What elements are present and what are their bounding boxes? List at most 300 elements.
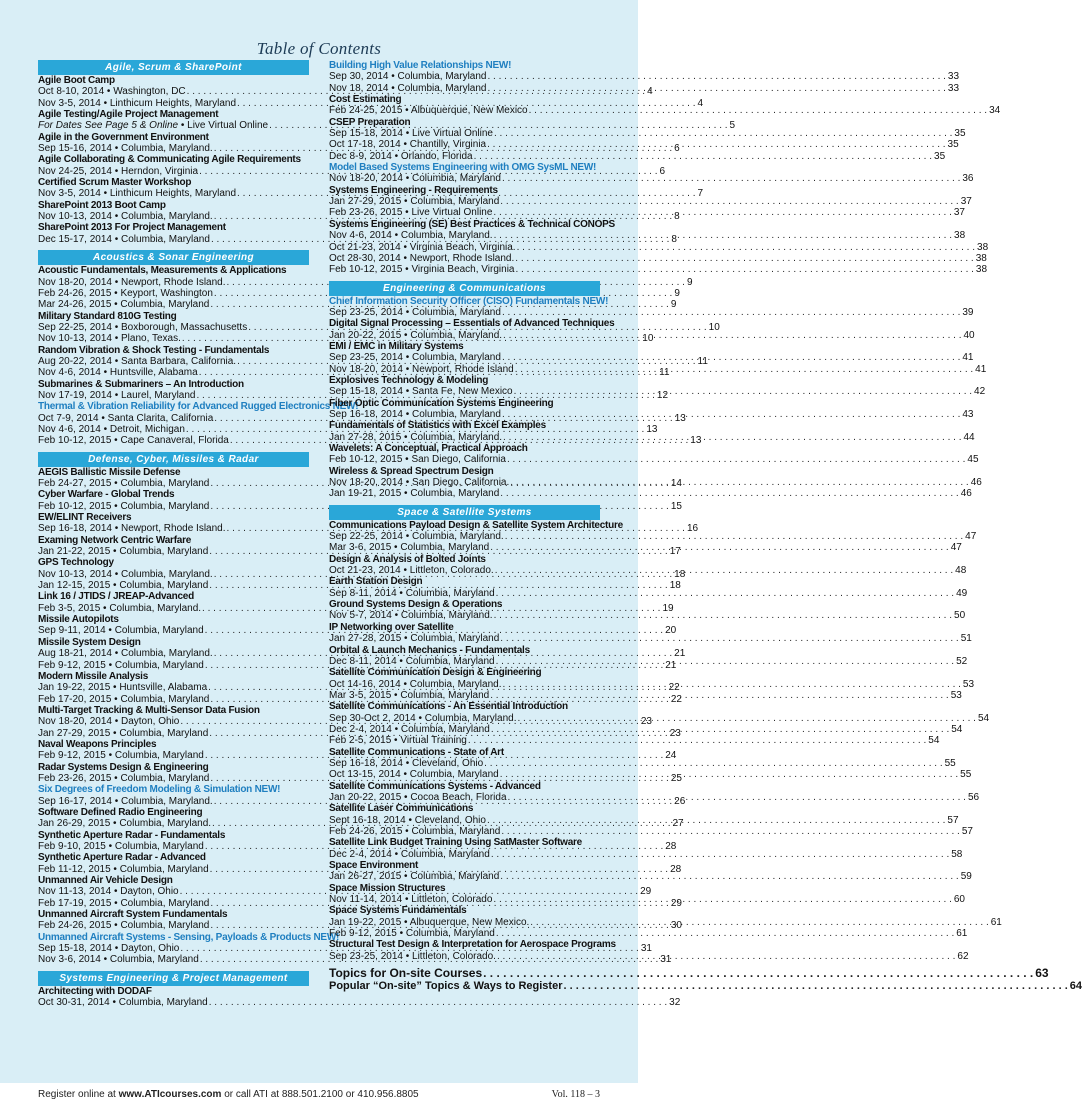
page-number: 35 bbox=[947, 139, 959, 151]
page-number: 9 bbox=[686, 276, 693, 288]
course-date-location: Nov 10-13, 2014 • Plano, Texas. bbox=[38, 333, 181, 345]
page-number: 13 bbox=[646, 423, 658, 435]
dot-leader bbox=[473, 151, 933, 162]
course-date-entry[interactable] bbox=[329, 252, 987, 264]
course-title[interactable]: Radar Systems Design & Engineering bbox=[38, 761, 209, 773]
course-date-location: Feb 9-12, 2015 • Columbia, Maryland bbox=[38, 659, 204, 671]
course-date-entry[interactable] bbox=[329, 531, 977, 543]
course-date-location: Nov 10-13, 2014 • Columbia, Maryland. bbox=[38, 568, 213, 580]
course-title[interactable]: Unmanned Air Vehicle Design bbox=[38, 875, 173, 887]
course-date-entry[interactable] bbox=[329, 105, 1001, 117]
course-date-location: Sep 23-25, 2014 • Littleton, Colorado. bbox=[329, 950, 496, 962]
page-number: 11 bbox=[697, 355, 708, 367]
page-number: 18 bbox=[669, 580, 681, 592]
course-date-entry[interactable] bbox=[329, 848, 963, 860]
course-date-entry[interactable] bbox=[329, 633, 972, 645]
course-date-location: Nov 3-5, 2014 • Linthicum Heights, Maryland bbox=[38, 97, 237, 109]
course-title[interactable]: EMI / EMC in Military Systems bbox=[329, 340, 464, 352]
course-date-entry[interactable] bbox=[329, 735, 940, 747]
course-date-location: Feb 24-27, 2015 • Columbia, Maryland bbox=[38, 478, 210, 489]
course-date-location: Nov 4-6, 2014 • Detroit, Michigan bbox=[38, 423, 185, 435]
page-number: 13 bbox=[674, 412, 686, 424]
new-course-title[interactable]: Model Based Systems Engineering with OMG SysML NEW! bbox=[329, 162, 597, 174]
course-date-entry[interactable] bbox=[329, 207, 965, 219]
course-title[interactable]: Naval Weapons Principles bbox=[38, 738, 157, 750]
page-number: 49 bbox=[956, 587, 968, 599]
course-title[interactable]: Agile in the Government Environment bbox=[38, 131, 209, 143]
course-date-location: Nov 4-6, 2014 • Huntsville, Alabama bbox=[38, 367, 198, 379]
page-number: 58 bbox=[951, 848, 963, 860]
page-number: 46 bbox=[970, 477, 982, 489]
page-number: 41 bbox=[962, 352, 974, 364]
page-number: 57 bbox=[947, 814, 959, 826]
course-title[interactable]: Link 16 / JTIDS / JREAP-Advanced bbox=[38, 591, 194, 603]
course-date-location: Feb 24-26, 2015 • Keyport, Washington bbox=[38, 287, 213, 299]
course-title[interactable]: Synthetic Aperture Radar - Advanced bbox=[38, 852, 206, 864]
dot-leader bbox=[509, 477, 969, 488]
course-date-location: Oct 17-18, 2014 • Chantilly, Virginia bbox=[329, 139, 487, 151]
course-date-location: Dec 8-9, 2014 • Orlando, Florida bbox=[329, 150, 473, 162]
section-header: Agile, Scrum & SharePoint bbox=[38, 60, 309, 75]
course-date-location: Nov 5-7, 2014 • Columbia, Maryland. bbox=[329, 610, 493, 622]
course-title[interactable]: IP Networking over Satellite bbox=[329, 621, 454, 633]
register-prefix: Register online at bbox=[38, 1089, 119, 1100]
course-title[interactable]: Satellite Communication Design & Engineering bbox=[329, 667, 542, 679]
course-date-location: Aug 20-22, 2014 • Santa Barbara, California. bbox=[38, 355, 237, 367]
course-title[interactable]: Satellite Communications Systems - Advanced bbox=[329, 780, 541, 792]
page-number: 16 bbox=[686, 523, 699, 535]
page-number: 27 bbox=[672, 818, 684, 830]
dot-leader bbox=[492, 894, 952, 905]
register-text bbox=[38, 1089, 419, 1100]
course-title[interactable]: Structural Test Design & Interpretation for Aerospace Programs bbox=[329, 939, 616, 951]
course-title[interactable]: Agile Testing/Agile Project Management bbox=[38, 109, 219, 121]
page-number: 53 bbox=[962, 678, 975, 690]
section-header: Systems Engineering & Project Management bbox=[38, 971, 309, 986]
dot-leader bbox=[486, 71, 946, 82]
page-number: 30 bbox=[670, 920, 682, 932]
section-header: Defense, Cyber, Missiles & Radar bbox=[38, 452, 309, 467]
dot-leader bbox=[514, 253, 974, 264]
course-date-entry[interactable] bbox=[329, 82, 960, 94]
onsite-title: Topics for On-site Courses bbox=[329, 966, 483, 981]
course-date-location: Aug 18-21, 2014 • Columbia, Maryland. bbox=[38, 648, 213, 660]
course-title[interactable]: Architecting with DODAF bbox=[38, 985, 152, 997]
page-number: 55 bbox=[960, 769, 972, 781]
course-date-entry[interactable] bbox=[329, 826, 973, 837]
course-date-location: Jan 26-29, 2015 • Columbia, Maryland. bbox=[38, 818, 212, 830]
course-date-location: Nov 3-6, 2014 • Columbia, Maryland bbox=[38, 954, 199, 966]
dot-leader bbox=[517, 713, 977, 724]
course-date-location: Oct 28-30, 2014 • Newport, Rhode Island. bbox=[329, 252, 515, 264]
page-number: 32 bbox=[669, 997, 681, 1009]
course-date-location: Feb 9-12, 2015 • Columbia, Maryland bbox=[38, 750, 204, 762]
course-date-entry[interactable] bbox=[329, 128, 966, 140]
page-number: 38 bbox=[975, 252, 987, 264]
dot-leader bbox=[516, 242, 976, 253]
page-number: 64 bbox=[1069, 980, 1082, 993]
course-date-location: Jan 26-27, 2015 • Columbia, Maryland bbox=[329, 871, 500, 883]
section-header: Acoustics & Sonar Engineering bbox=[38, 250, 309, 265]
course-date-location: Feb 24-26, 2015 • Columbia, Maryland bbox=[38, 920, 210, 932]
course-date-location: Dec 2-4, 2014 • Columbia, Maryland bbox=[329, 848, 490, 860]
dot-leader bbox=[504, 531, 964, 542]
dot-leader bbox=[489, 542, 949, 553]
page-number: 39 bbox=[962, 306, 974, 318]
dot-leader bbox=[486, 139, 946, 150]
course-date-location: For Dates See Page 5 & Online • Live Virtual Online bbox=[38, 120, 269, 132]
new-course-title[interactable]: Thermal & Vibration Reliability for Advanced Rugged Electronics NEW! bbox=[38, 401, 359, 413]
course-title[interactable]: Missile Autopilots bbox=[38, 614, 119, 626]
course-date-location: Sep 23-25, 2014 • Columbia, Maryland bbox=[329, 352, 501, 364]
page-number: 35 bbox=[934, 150, 946, 162]
course-title[interactable]: Agile Collaborating & Communicating Agile Requirements bbox=[38, 154, 301, 166]
course-title[interactable]: Explosives Technology & Modeling bbox=[329, 374, 489, 386]
course-title[interactable]: Cyber Warfare - Global Trends bbox=[38, 489, 175, 501]
page-number: 6 bbox=[674, 143, 680, 155]
course-date-location: Oct 8-10, 2014 • Washington, DC bbox=[38, 86, 186, 98]
course-date-location: Jan 20-22, 2015 • Columbia, Maryland. bbox=[329, 329, 503, 341]
course-title[interactable]: CSEP Preparation bbox=[329, 116, 411, 128]
page-number: 10 bbox=[708, 321, 720, 333]
course-title[interactable]: Fiber Optic Communication Systems Engineering bbox=[329, 397, 554, 409]
dot-leader bbox=[501, 409, 961, 420]
course-title[interactable]: GPS Technology bbox=[38, 557, 114, 569]
dot-leader bbox=[528, 105, 988, 116]
course-date-location: Sep 8-11, 2014 • Columbia, Maryland bbox=[329, 587, 495, 599]
new-course-title[interactable]: Chief Information Security Officer (CISO) Fundamentals NEW! bbox=[329, 295, 609, 307]
course-date-location: Feb 3-5, 2015 • Columbia, Maryland. bbox=[38, 602, 202, 614]
course-date-location: Jan 19-22, 2015 • Albuquerque, New Mexico. bbox=[329, 916, 530, 928]
onsite-entry[interactable] bbox=[329, 980, 1082, 993]
course-date-location: Dec 15-17, 2014 • Columbia, Maryland bbox=[38, 233, 210, 245]
course-date-location: Feb 10-12, 2015 • San Diego, California bbox=[329, 454, 506, 466]
page-number: 54 bbox=[928, 735, 940, 747]
dot-leader bbox=[208, 997, 668, 1008]
course-date-entry[interactable] bbox=[329, 139, 959, 151]
page-number: 47 bbox=[965, 531, 977, 543]
course-date-location: Sept 16-18, 2014 • Cleveland, Ohio bbox=[329, 814, 486, 826]
course-date-location: Oct 21-23, 2014 • Virginia Beach, Virginia. bbox=[329, 241, 516, 253]
course-date-location: Feb 17-20, 2015 • Columbia, Maryland bbox=[38, 693, 210, 705]
dot-leader bbox=[495, 928, 955, 939]
course-date-location: Feb 10-12, 2015 • Columbia, Maryland bbox=[38, 500, 210, 512]
dot-leader bbox=[490, 724, 950, 735]
dot-leader bbox=[486, 815, 946, 826]
page-number: 48 bbox=[955, 565, 967, 577]
course-title[interactable]: Systems Engineering - Requirements bbox=[329, 184, 498, 196]
dot-leader bbox=[514, 264, 974, 275]
course-date-location: Oct 30-31, 2014 • Columbia, Maryland bbox=[38, 997, 208, 1009]
course-date-location: Nov 11-14, 2014 • Littleton, Colorado bbox=[329, 894, 493, 906]
dot-leader bbox=[499, 871, 959, 882]
course-date-entry[interactable] bbox=[329, 757, 956, 769]
course-date-entry[interactable] bbox=[329, 241, 989, 253]
course-date-entry[interactable] bbox=[329, 454, 979, 466]
dot-leader bbox=[500, 826, 960, 837]
page-number: 17 bbox=[669, 546, 681, 558]
register-suffix: or call ATI at 888.501.2100 or 410.956.8805 bbox=[221, 1089, 419, 1100]
course-date-location: Feb 23-26, 2015 • Live Virtual Online bbox=[329, 207, 493, 219]
page-number: 59 bbox=[960, 871, 972, 883]
course-title[interactable]: Acoustic Fundamentals, Measurements & Applications bbox=[38, 265, 287, 277]
page-number: 38 bbox=[975, 264, 988, 276]
page-number: 8 bbox=[671, 233, 677, 245]
dot-leader bbox=[501, 352, 961, 363]
page-number: 19 bbox=[662, 602, 674, 614]
dot-leader bbox=[495, 588, 955, 599]
course-date-location: Sep 15-18, 2014 • Santa Fe, New Mexico bbox=[329, 386, 513, 398]
page-number: 37 bbox=[953, 207, 965, 219]
course-date-entry[interactable] bbox=[329, 871, 972, 883]
course-title[interactable]: Design & Analysis of Bolted Joints bbox=[329, 553, 486, 565]
course-title[interactable]: Military Standard 810G Testing bbox=[38, 310, 177, 322]
page-number: 61 bbox=[956, 928, 968, 940]
dot-leader bbox=[499, 633, 959, 644]
page-number: 45 bbox=[967, 454, 979, 466]
course-title[interactable]: Certified Scrum Master Workshop bbox=[38, 177, 192, 189]
dot-leader bbox=[513, 386, 973, 397]
course-date-location: Feb 17-19, 2015 • Columbia, Maryland bbox=[38, 897, 210, 909]
page-number: 11 bbox=[659, 367, 670, 379]
course-date-location: Nov 18, 2014 • Columbia, Maryland bbox=[329, 82, 487, 94]
course-title[interactable]: SharePoint 2013 Boot Camp bbox=[38, 199, 166, 211]
course-date-location: Feb 24-26, 2015 • Columbia, Maryland bbox=[329, 826, 501, 837]
page-number: 13 bbox=[690, 435, 702, 447]
course-title[interactable]: Unmanned Aircraft System Fundamentals bbox=[38, 909, 228, 921]
course-date-entry[interactable] bbox=[38, 997, 681, 1009]
page-number: 33 bbox=[947, 82, 960, 94]
dot-leader bbox=[486, 83, 946, 94]
dot-leader bbox=[502, 330, 962, 341]
right-column-list bbox=[329, 60, 1002, 962]
page-number: 57 bbox=[961, 826, 973, 837]
course-title[interactable]: Examing Network Centric Warfare bbox=[38, 534, 192, 546]
onsite-title: Popular “On-site” Topics & Ways to Register bbox=[329, 980, 563, 993]
course-date-location: Jan 19-22, 2015 • Huntsville, Alabama bbox=[38, 682, 208, 694]
course-title[interactable]: Agile Boot Camp bbox=[38, 75, 115, 86]
dot-leader bbox=[501, 679, 961, 690]
page-number: 52 bbox=[956, 655, 968, 667]
course-title[interactable]: SharePoint 2013 For Project Management bbox=[38, 222, 226, 234]
course-date-entry[interactable] bbox=[329, 264, 988, 276]
page-title: Table of Contents bbox=[256, 39, 382, 58]
dot-leader bbox=[499, 196, 959, 207]
course-title[interactable]: Submarines & Submariners – An Introduction bbox=[38, 378, 244, 390]
course-date-entry[interactable] bbox=[329, 306, 974, 318]
page-number: 47 bbox=[950, 542, 962, 554]
page-number: 22 bbox=[670, 693, 682, 705]
course-date-location: Nov 18-20, 2014 • Dayton, Ohio bbox=[38, 716, 180, 728]
course-title[interactable]: Space Environment bbox=[329, 860, 419, 872]
course-date-location: Feb 11-12, 2015 • Columbia, Maryland bbox=[38, 863, 209, 875]
course-date-location: Mar 24-26, 2015 • Columbia, Maryland bbox=[38, 299, 210, 311]
course-title[interactable]: Modern Missile Analysis bbox=[38, 670, 149, 682]
website-link[interactable]: www.ATIcourses.com bbox=[118, 1089, 222, 1100]
dot-leader bbox=[490, 849, 950, 860]
page-number: 53 bbox=[950, 689, 962, 701]
course-date-location: Feb 2-5, 2015 • Virtual Training bbox=[329, 735, 467, 747]
course-date-entry[interactable] bbox=[329, 610, 966, 622]
course-date-location: Jan 19-21, 2015 • Columbia, Maryland bbox=[329, 488, 500, 500]
course-date-entry[interactable] bbox=[329, 196, 972, 208]
page-number: 10 bbox=[642, 333, 654, 345]
page-number: 43 bbox=[962, 408, 974, 420]
page-number: 60 bbox=[953, 894, 965, 906]
dot-leader bbox=[562, 980, 1068, 993]
course-date-location: Sep 30, 2014 • Columbia, Maryland bbox=[329, 71, 487, 83]
course-date-location: Sep 16-18, 2014 • Newport, Rhode Island. bbox=[38, 523, 226, 535]
course-title[interactable]: Missile System Design bbox=[38, 636, 141, 648]
course-date-location: Sep 15-18, 2014 • Live Virtual Online bbox=[329, 128, 493, 140]
course-date-location: Sep 30-Oct 2, 2014 • Columbia, Maryland. bbox=[329, 712, 517, 724]
course-title[interactable]: Earth Station Design bbox=[329, 576, 423, 588]
course-title[interactable]: Fundamentals of Statistics with Excel Examples bbox=[329, 420, 546, 432]
page-number: 51 bbox=[960, 633, 972, 645]
section-header: Space & Satellite Systems bbox=[329, 505, 600, 520]
course-date-location: Sep 16-18, 2014 • Columbia, Maryland bbox=[329, 408, 501, 420]
new-course-title[interactable]: Building High Value Relationships NEW! bbox=[329, 60, 512, 71]
course-date-location: Jan 12-15, 2015 • Columbia, Maryland bbox=[38, 580, 209, 592]
page-number: 38 bbox=[954, 230, 966, 242]
page-number: 22 bbox=[668, 682, 680, 694]
page-number: 41 bbox=[975, 363, 987, 375]
page-number: 20 bbox=[665, 625, 677, 637]
dot-leader bbox=[489, 690, 949, 701]
page-number: 61 bbox=[990, 916, 1002, 928]
course-title[interactable]: Space Systems Fundamentals bbox=[329, 905, 467, 917]
page-number: 28 bbox=[665, 841, 677, 852]
course-date-location: Nov 17-19, 2014 • Laurel, Maryland bbox=[38, 389, 196, 401]
dot-leader bbox=[493, 610, 953, 621]
course-title[interactable]: EW/ELINT Receivers bbox=[38, 512, 132, 524]
page-number: 50 bbox=[954, 610, 966, 622]
right-column bbox=[329, 60, 1082, 993]
course-date-location: Nov 24-25, 2014 • Herndon, Virginia bbox=[38, 165, 199, 177]
page-number: 31 bbox=[640, 943, 652, 955]
dot-leader bbox=[493, 128, 953, 139]
course-date-entry[interactable] bbox=[329, 488, 972, 500]
course-title[interactable]: Satellite Link Budget Training Using SatMaster Software bbox=[329, 837, 582, 849]
course-date-location: Sep 16-17, 2014 • Columbia, Maryland. bbox=[38, 795, 213, 807]
course-date-entry[interactable] bbox=[329, 71, 960, 83]
course-date-location: Jan 27-28, 2015 • Columbia, Maryland. bbox=[329, 431, 503, 443]
course-date-location: Feb 9-10, 2015 • Columbia, Maryland bbox=[38, 841, 204, 852]
course-date-entry[interactable] bbox=[329, 477, 982, 489]
course-date-location: Jan 27-28, 2015 • Columbia, Maryland bbox=[329, 633, 500, 645]
course-title[interactable]: Software Defined Radio Engineering bbox=[38, 806, 203, 818]
course-date-location: Feb 10-12, 2015 • Virginia Beach, Virginia bbox=[329, 264, 515, 276]
course-date-location: Oct 21-23, 2014 • Littleton, Colorado. bbox=[329, 565, 494, 577]
course-date-entry[interactable] bbox=[329, 230, 966, 242]
course-date-location: Nov 18-20, 2014 • Newport, Rhode Island. bbox=[38, 276, 226, 288]
course-title[interactable]: Multi-Target Tracking & Multi-Sensor Data Fusion bbox=[38, 704, 260, 716]
course-title[interactable]: AEGIS Ballistic Missile Defense bbox=[38, 466, 181, 478]
course-title[interactable]: Wavelets: A Conceptual, Practical Approach bbox=[329, 443, 528, 454]
new-course-title[interactable]: Unmanned Aircraft Systems - Sensing, Payloads & Products NEW! bbox=[38, 931, 340, 943]
page-number: 54 bbox=[977, 712, 990, 724]
page-number: 26 bbox=[674, 795, 686, 807]
page-number: 63 bbox=[1035, 966, 1049, 981]
dot-leader bbox=[499, 769, 959, 780]
course-date-location: Sep 22-25, 2014 • Columbia, Maryland. bbox=[329, 531, 504, 543]
onsite-entry[interactable] bbox=[329, 966, 1049, 981]
page-number: 29 bbox=[670, 897, 682, 909]
course-date-location: Jan 20-22, 2015 • Cocoa Beach, Florida bbox=[329, 791, 507, 803]
dot-leader bbox=[495, 656, 955, 667]
course-title[interactable]: Wireless & Spread Spectrum Design bbox=[329, 465, 494, 477]
course-title[interactable]: Communications Payload Design & Satellite System Architecture bbox=[329, 519, 623, 531]
course-date-location: Sep 23-25, 2014 • Columbia, Maryland bbox=[329, 306, 501, 318]
onsite-section bbox=[329, 966, 1082, 993]
course-date-location: Sep 15-16, 2014 • Columbia, Maryland. bbox=[38, 143, 213, 155]
course-title[interactable]: Ground Systems Design & Operations bbox=[329, 599, 503, 611]
dot-leader bbox=[496, 951, 956, 962]
course-date-location: Sep 9-11, 2014 • Columbia, Maryland bbox=[38, 625, 204, 637]
course-title[interactable]: Systems Engineering (SE) Best Practices & Technical CONOPS bbox=[329, 218, 615, 230]
course-title[interactable]: Random Vibration & Shock Testing - Fundamentals bbox=[38, 344, 270, 356]
course-title[interactable]: Orbital & Launch Mechanics - Fundamentals bbox=[329, 644, 530, 656]
course-date-location: Sep 15-18, 2014 • Dayton, Ohio bbox=[38, 943, 180, 955]
dot-leader bbox=[467, 735, 927, 746]
course-title[interactable]: Satellite Laser Communications bbox=[329, 803, 474, 815]
course-date-entry[interactable] bbox=[329, 150, 946, 162]
course-date-location: Oct 14-16, 2014 • Columbia, Maryland. bbox=[329, 678, 502, 690]
course-title[interactable]: Satellite Communications - An Essential Introduction bbox=[329, 701, 568, 713]
page-number: 6 bbox=[659, 165, 666, 177]
dot-leader bbox=[483, 758, 943, 769]
course-date-entry[interactable] bbox=[329, 928, 968, 940]
course-title[interactable]: Digital Signal Processing – Essentials of Advanced Techniques bbox=[329, 318, 615, 330]
page-number: 54 bbox=[951, 723, 963, 735]
page-number: 8 bbox=[674, 211, 680, 223]
page-number: 9 bbox=[674, 287, 680, 299]
course-date-location: Nov 3-5, 2014 • Linthicum Heights, Maryland bbox=[38, 188, 237, 200]
dot-leader bbox=[482, 967, 1034, 980]
course-date-location: Dec 8-11, 2014 • Columbia, Maryland bbox=[329, 655, 495, 667]
course-date-location: Nov 18-20, 2014 • Newport, Rhode Island bbox=[329, 363, 514, 375]
new-course-title[interactable]: Six Degrees of Freedom Modeling & Simulation NEW! bbox=[38, 784, 281, 796]
dot-leader bbox=[514, 364, 974, 375]
course-title[interactable]: Satellite Communications - State of Art bbox=[329, 746, 504, 758]
course-title[interactable]: Synthetic Aperture Radar - Fundamentals bbox=[38, 829, 226, 841]
page-number: 38 bbox=[977, 241, 989, 253]
page-number: 37 bbox=[960, 196, 972, 208]
course-title[interactable]: Space Mission Structures bbox=[329, 882, 446, 894]
page-number: 4 bbox=[647, 86, 653, 98]
course-title[interactable]: Cost Estimating bbox=[329, 94, 402, 106]
dot-leader bbox=[493, 230, 953, 241]
page-number: 36 bbox=[962, 173, 974, 185]
volume-number: Vol. 118 – 3 bbox=[551, 1089, 600, 1100]
page-number: 35 bbox=[954, 128, 966, 140]
page-number: 12 bbox=[656, 389, 669, 401]
course-date-location: Feb 23-26, 2015 • Columbia, Maryland bbox=[38, 772, 210, 784]
page-number: 34 bbox=[989, 105, 1001, 117]
dot-leader bbox=[494, 565, 954, 576]
page-number: 28 bbox=[670, 863, 682, 875]
course-date-location: Nov 10-13, 2014 • Columbia, Maryland. bbox=[38, 211, 213, 223]
section-header: Engineering & Communications bbox=[329, 281, 600, 296]
course-date-location: Jan 21-22, 2015 • Columbia, Maryland bbox=[38, 546, 209, 558]
course-date-location: Nov 11-13, 2014 • Dayton, Ohio bbox=[38, 886, 179, 898]
course-date-entry[interactable] bbox=[329, 587, 968, 599]
page-number: 21 bbox=[665, 659, 677, 671]
course-date-location: Nov 18-20, 2014 • Columbia, Maryland bbox=[329, 173, 501, 185]
page-number: 23 bbox=[669, 727, 681, 739]
course-date-entry[interactable] bbox=[329, 173, 974, 185]
dot-leader bbox=[501, 307, 961, 318]
